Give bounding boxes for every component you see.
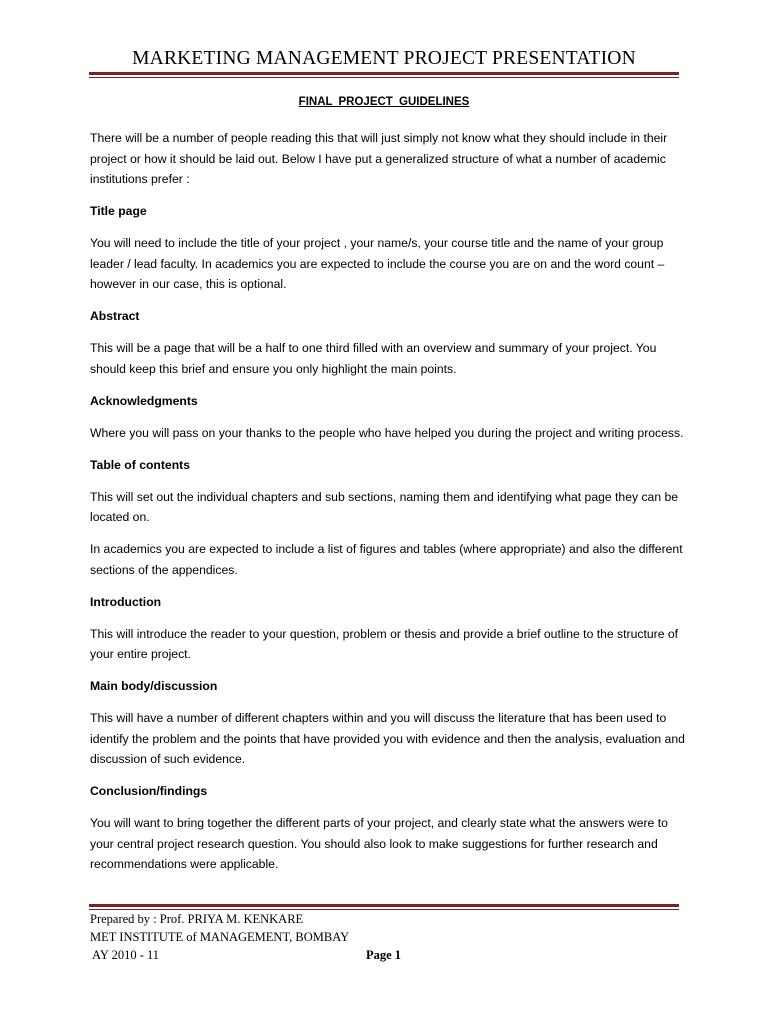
section-heading: Abstract — [90, 309, 140, 323]
footer-academic-year: AY 2010 - 11 — [92, 948, 160, 962]
body-paragraph: This will introduce the reader to your question, problem or thesis and provide a brief outline to the structure of your entire project. — [90, 626, 679, 661]
body-paragraph: This will have a number of different chapters within and you will discuss the literature that has been used to identify the problem and the points that have provided you with evidence and then the analysis, evaluation and discussion of such evidence. — [90, 711, 685, 766]
footer-page-number: Page 1 — [366, 948, 402, 962]
section-heading: Conclusion/findings — [90, 784, 208, 798]
body-paragraph: You will need to include the title of your project , your name/s, your course title and the name of your group leader / lead faculty. In academics you are expected to include the course you are on and the word count – however in our case, this is optional. — [90, 236, 665, 291]
section-heading: Main body/discussion — [90, 679, 218, 693]
page-header-title: MARKETING MANAGEMENT PROJECT PRESENTATION — [132, 48, 636, 69]
header-divider — [89, 72, 679, 78]
body-paragraph: You will want to bring together the different parts of your project, and clearly state what the answers were to your central project research question. You should also look to make suggestions for further research and recommendations were applicable. — [90, 816, 668, 871]
body-paragraph: There will be a number of people reading this that will just simply not know what they should include in their project or how it should be laid out. Below I have put a generalized structure of what a number of academic institutions prefer : — [90, 131, 668, 186]
document-subtitle: FINAL PROJECT GUIDELINES — [298, 96, 470, 108]
body-paragraph: This will be a page that will be a half to one third filled with an overview and summary of your project. You should keep this brief and ensure you only highlight the main points. — [90, 341, 657, 376]
footer-institute: MET INSTITUTE of MANAGEMENT, BOMBAY — [90, 930, 350, 944]
section-heading: Acknowledgments — [90, 393, 198, 408]
header-divider-thick — [89, 72, 679, 75]
footer-last-line — [90, 946, 690, 964]
section-heading: Introduction — [90, 594, 162, 609]
section-heading: Title page — [90, 204, 147, 218]
page-footer — [90, 910, 690, 964]
body-paragraph: In academics you are expected to include a list of figures and tables (where appropriate) and also the different sections of the appendices. — [90, 542, 683, 577]
footer-prepared-by: Prepared by : Prof. PRIYA M. KENKARE — [90, 912, 304, 926]
footer-divider-thick — [89, 904, 679, 907]
body-paragraph: This will set out the individual chapters and sub sections, naming them and identifying what page they can be located on. — [90, 489, 679, 524]
body-paragraph: Where you will pass on your thanks to the people who have helped you during the project and writing process. — [90, 425, 684, 440]
header-divider-thin — [89, 77, 679, 78]
document-body — [90, 128, 690, 886]
section-heading: Table of contents — [90, 457, 190, 472]
